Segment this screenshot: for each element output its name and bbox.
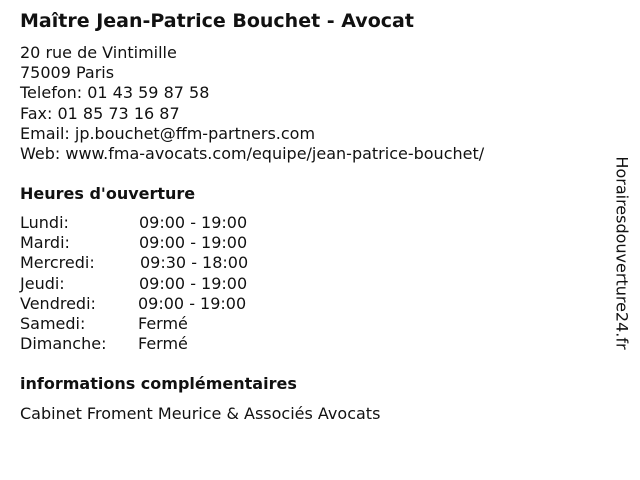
day-label: Samedi: xyxy=(20,313,86,333)
time-value: 09:00 - 19:00 xyxy=(139,273,248,293)
hours-row-wednesday xyxy=(20,253,320,273)
time-value: 09:00 - 19:00 xyxy=(138,293,247,313)
day-label: Jeudi: xyxy=(20,273,65,293)
hours-row-saturday xyxy=(20,314,320,334)
time-value: Fermé xyxy=(138,334,188,354)
day-label: Mardi: xyxy=(20,233,70,253)
opening-hours-table xyxy=(20,213,320,354)
additional-info-text: Cabinet Froment Meurice & Associés Avocats xyxy=(20,404,381,423)
day-label: Lundi: xyxy=(20,213,69,232)
time-value: 09:30 - 18:00 xyxy=(140,253,249,273)
day-label: Mercredi: xyxy=(20,253,95,273)
day-label: Dimanche: xyxy=(20,334,107,354)
time-value: 09:00 - 19:00 xyxy=(139,213,248,232)
hours-row-monday xyxy=(20,213,320,233)
website-url: Web: www.fma-avocats.com/equipe/jean-patrice-bouchet/ xyxy=(20,144,485,164)
site-watermark: Horairesdouverture24.fr xyxy=(612,156,632,350)
phone-number: Telefon: 01 43 59 87 58 xyxy=(20,83,210,103)
day-label: Vendredi: xyxy=(20,293,96,313)
hours-row-friday xyxy=(20,294,320,314)
page-title: Maître Jean-Patrice Bouchet - Avocat xyxy=(20,10,414,32)
address-street: 20 rue de Vintimille xyxy=(20,43,177,62)
hours-row-sunday xyxy=(20,334,320,354)
opening-hours-heading: Heures d'ouverture xyxy=(20,184,196,203)
address-city: 75009 Paris xyxy=(20,63,115,83)
contact-block xyxy=(20,43,484,164)
email-address: Email: jp.bouchet@ffm-partners.com xyxy=(20,123,316,143)
time-value: 09:00 - 19:00 xyxy=(139,233,248,253)
hours-row-thursday xyxy=(20,274,320,294)
additional-info-heading: informations complémentaires xyxy=(20,374,297,393)
time-value: Fermé xyxy=(138,313,188,333)
fax-number: Fax: 01 85 73 16 87 xyxy=(20,103,180,123)
hours-row-tuesday xyxy=(20,233,320,253)
